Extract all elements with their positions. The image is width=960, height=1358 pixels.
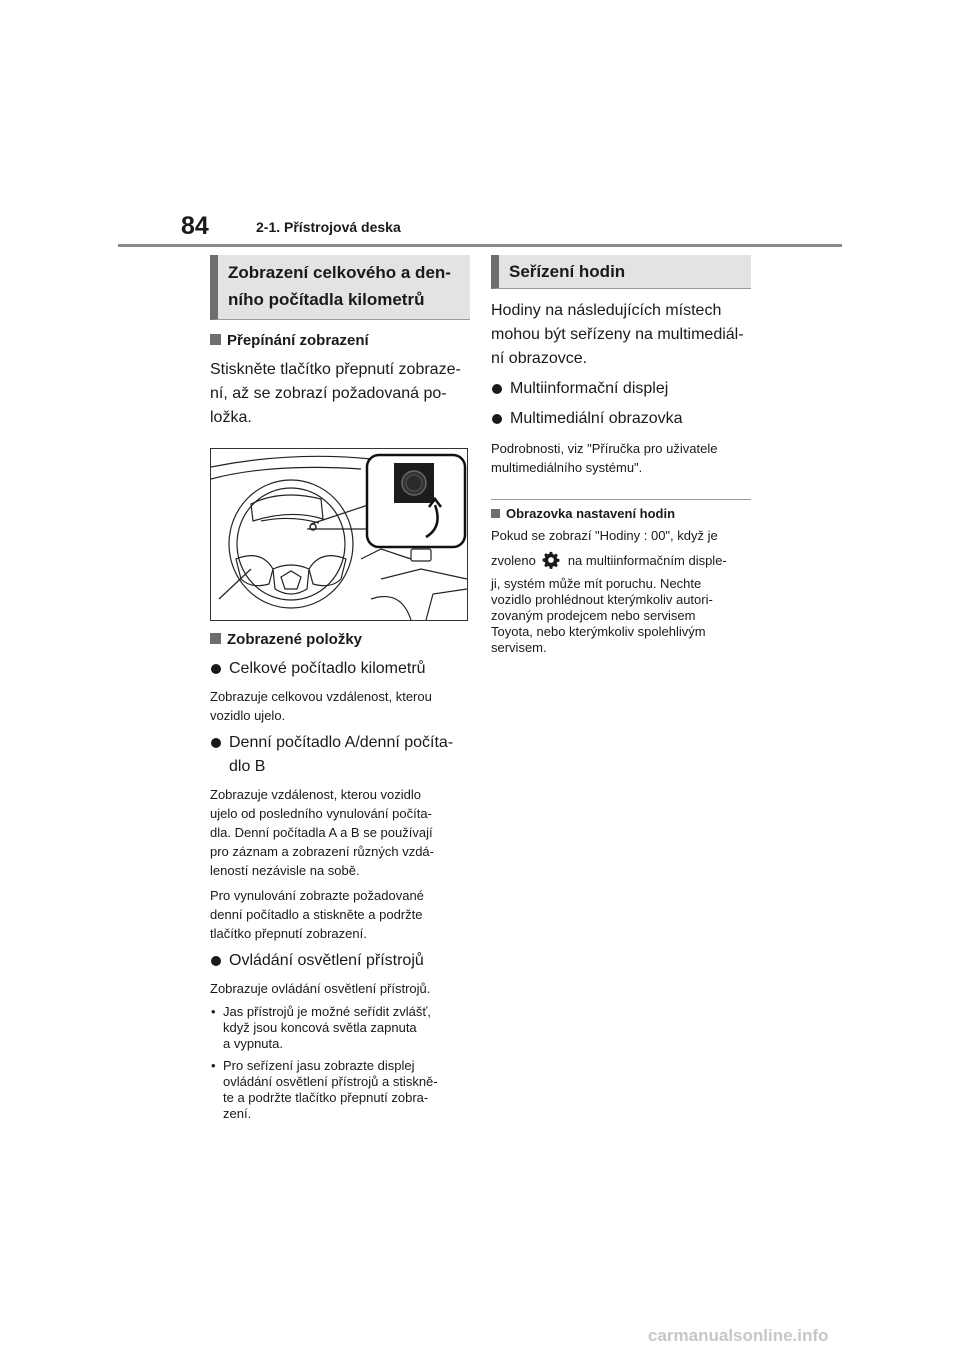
odometer-description: Zobrazuje celkovou vzdálenost, kterou vozidlo ujelo. [210,689,432,723]
switch-display-heading: Přepínání zobrazení [210,330,470,352]
header-divider [118,244,842,247]
dashboard-illustration [210,448,468,621]
bullet-multimedia-screen: Multimediální obrazovka [491,407,751,431]
square-bullet-icon [210,334,221,345]
trip-meter-reset-text: Pro vynulování zobrazte požadované denní počítadlo a stiskněte a podržte tlačítko přepnutí zobrazení. [210,888,424,941]
trip-meter-description: Zobrazuje vzdálenost, kterou vozidlo ujelo od posledního vynulování počíta- dla. Denní počítadla A a B se používají pro záznam a zobrazení různých vzdá- leností nezávisle na sobě. [210,787,434,878]
switch-display-text: Stiskněte tlačítko přepnutí zobraze- ní, až se zobrazí požadovaná po- ložka. [210,361,461,426]
bullet-dot-icon [492,384,502,394]
page-number: 84 [181,212,209,240]
bullet-dot-icon [211,956,221,966]
section-divider [491,499,751,500]
square-bullet-icon [210,633,221,644]
bullet-lighting-control: Ovládání osvětlení přístrojů [210,949,470,973]
steering-wheel-illustration [211,449,467,620]
bullet-dot-icon [492,414,502,424]
displayed-items-heading: Zobrazené položky [210,629,470,651]
lighting-note-2: • Pro seřízení jasu zobrazte displej ovládání osvětlení přístrojů a stiskně- te a podržte tlačítko přepnutí zobra- zení. [211,1058,438,1121]
square-bullet-icon [491,509,500,518]
section-title-odometer: Zobrazení celkového a den- ního počítadla kilometrů [210,255,470,320]
bullet-trip-meter: Denní počítadlo A/denní počíta- dlo B [210,731,470,779]
right-column [491,255,751,656]
bullet-dot-icon [211,664,221,674]
gear-icon [542,551,560,574]
clock-intro-text: Hodiny na následujících místech mohou být seřízeny na multimediál- ní obrazovce. [491,302,744,367]
lighting-note-1: • Jas přístrojů je možné seřídit zvlášť, když jsou koncová světla zapnuta a vypnuta. [211,1004,431,1051]
clock-warning-text: Pokud se zobrazí "Hodiny : 00", když je zvoleno na multiinformačním disple- ji, systém může mít poruchu. Nechte vozidlo prohlédnout kterýmkoliv autori- zovaným prodejcem nebo servisem Toyota, nebo kterýmkoliv spolehlivým servisem. [491,528,727,655]
details-reference: Podrobnosti, viz "Příručka pro uživatele multimediálního systému". [491,441,718,475]
bullet-multi-info-display: Multiinformační displej [491,377,751,401]
lighting-description: Zobrazuje ovládání osvětlení přístrojů. [210,981,431,996]
clock-screen-heading: Obrazovka nastavení hodin [491,504,751,524]
left-column [210,255,470,1122]
bullet-dot-icon [211,738,221,748]
section-title-clock: Seřízení hodin [491,255,751,289]
section-header: 2-1. Přístrojová deska [256,219,401,235]
bullet-odometer: Celkové počítadlo kilometrů [210,657,470,681]
watermark: carmanualsonline.info [648,1326,829,1345]
